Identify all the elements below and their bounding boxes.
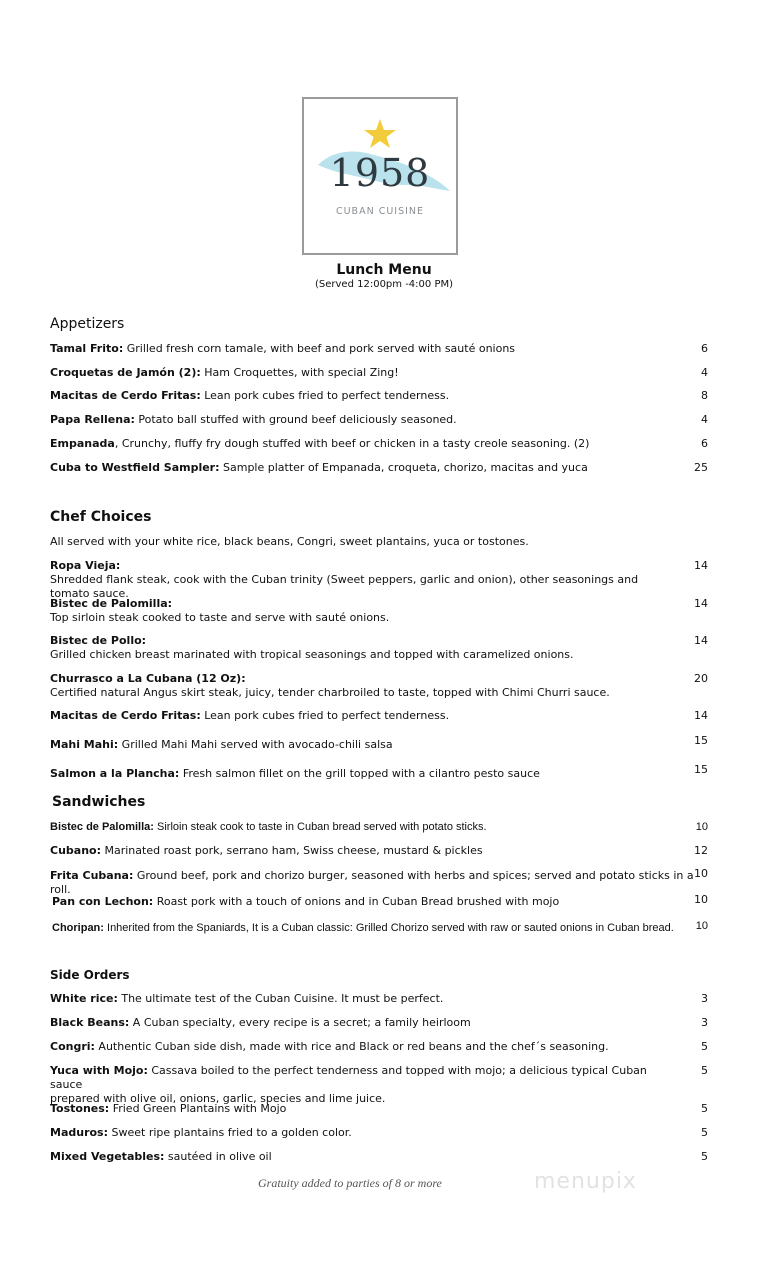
menu-item <box>50 992 708 1006</box>
item-price: 5 <box>701 1150 708 1163</box>
menu-item <box>50 1016 708 1030</box>
item-price: 10 <box>694 867 708 880</box>
menu-item <box>50 1126 708 1140</box>
item-name: Mixed Vegetables: <box>50 1150 165 1163</box>
menu-item <box>50 844 708 858</box>
item-name: Macitas de Cerdo Fritas: <box>50 389 201 402</box>
item-desc: sautéed in olive oil <box>164 1150 272 1163</box>
item-desc: Lean pork cubes fried to perfect tenderness. <box>200 709 450 722</box>
item-price: 15 <box>694 734 708 747</box>
item-desc-2: prepared with olive oil, onions, garlic, species and lime juice. <box>50 1092 386 1105</box>
menu-item <box>50 634 708 662</box>
item-desc: Top sirloin steak cooked to taste and serve with sauté onions. <box>50 611 390 624</box>
item-price: 14 <box>694 559 708 572</box>
item-price: 12 <box>694 844 708 857</box>
item-price: 4 <box>701 413 708 426</box>
item-desc: Fried Green Plantains with Mojo <box>109 1102 287 1115</box>
item-desc: Potato ball stuffed with ground beef deliciously seasoned. <box>134 413 457 426</box>
item-name: Cuba to Westfield Sampler: <box>50 461 220 474</box>
menu-item <box>52 921 708 935</box>
item-desc: Inherited from the Spaniards, It is a Cuban classic: Grilled Chorizo served with raw or sauted onions in Cuban bread. <box>103 922 674 934</box>
item-name: Cubano: <box>50 844 101 857</box>
item-name: Congri: <box>50 1040 95 1053</box>
logo-subtitle: CUBAN CUISINE <box>335 206 425 217</box>
menu-item <box>50 672 708 700</box>
item-price: 10 <box>695 920 708 932</box>
logo-year: 1958 <box>329 151 431 195</box>
menu-item <box>50 559 708 601</box>
section-sandwiches: Sandwiches <box>52 794 146 810</box>
item-desc: Sirloin steak cook to taste in Cuban bread served with potato sticks. <box>153 821 487 833</box>
menu-item <box>50 413 708 427</box>
menu-item <box>50 1102 708 1116</box>
item-desc: Grilled fresh corn tamale, with beef and pork served with sauté onions <box>123 342 516 355</box>
chef-note: All served with your white rice, black beans, Congri, sweet plantains, yuca or tostones. <box>50 535 529 548</box>
item-price: 15 <box>694 763 708 776</box>
item-name: Salmon a la Plancha: <box>50 767 180 780</box>
item-name: Papa Rellena: <box>50 413 135 426</box>
item-price: 10 <box>694 893 708 906</box>
item-desc: Ham Croquettes, with special Zing! <box>200 366 399 379</box>
item-desc: Roast pork with a touch of onions and in Cuban Bread brushed with mojo <box>153 895 560 908</box>
menu-item <box>50 869 708 897</box>
item-name: Frita Cubana: <box>50 869 134 882</box>
item-name: Bistec de Palomilla: <box>50 597 173 610</box>
item-name: Maduros: <box>50 1126 109 1139</box>
item-desc: Sample platter of Empanada, croqueta, chorizo, macitas and yuca <box>219 461 588 474</box>
section-chef-choices: Chef Choices <box>50 509 152 525</box>
menu-item <box>52 895 708 909</box>
item-name: Bistec de Pollo: <box>50 634 147 647</box>
menu-item <box>50 734 708 752</box>
menu-item <box>50 1064 708 1106</box>
item-desc: A Cuban specialty, every recipe is a secret; a family heirloom <box>129 1016 471 1029</box>
item-name: Pan con Lechon: <box>52 895 154 908</box>
menu-item <box>50 461 708 475</box>
item-price: 14 <box>694 709 708 722</box>
menu-item <box>50 366 708 380</box>
item-desc: Certified natural Angus skirt steak, juicy, tender charbroiled to taste, topped with Chimi Churri sauce. <box>50 686 610 699</box>
item-name: Mahi Mahi: <box>50 738 119 751</box>
item-price: 3 <box>701 1016 708 1029</box>
item-price: 5 <box>701 1102 708 1115</box>
section-side-orders: Side Orders <box>50 968 130 982</box>
menu-title: Lunch Menu <box>336 262 432 278</box>
item-line <box>50 1064 708 1092</box>
item-price: 8 <box>701 389 708 402</box>
item-name: Croquetas de Jamón (2): <box>50 366 201 379</box>
item-desc: The ultimate test of the Cuban Cuisine. It must be perfect. <box>117 992 444 1005</box>
item-price: 5 <box>701 1064 708 1077</box>
item-desc: Authentic Cuban side dish, made with rice and Black or red beans and the chef´s seasoning. <box>94 1040 609 1053</box>
item-price: 5 <box>701 1126 708 1139</box>
item-name: Churrasco a La Cubana (12 Oz): <box>50 672 246 685</box>
section-appetizers: Appetizers <box>50 316 125 332</box>
item-name: Yuca with Mojo: <box>50 1064 148 1077</box>
menu-item <box>50 342 708 356</box>
item-desc: Lean pork cubes fried to perfect tenderness. <box>200 389 450 402</box>
item-name: Macitas de Cerdo Fritas: <box>50 709 201 722</box>
item-price: 14 <box>694 597 708 610</box>
item-name: Tostones: <box>50 1102 110 1115</box>
menu-item <box>50 597 708 625</box>
menu-item <box>50 820 708 834</box>
item-price: 4 <box>701 366 708 379</box>
item-name: White rice: <box>50 992 118 1005</box>
menu-item <box>50 709 708 723</box>
item-price: 25 <box>694 461 708 474</box>
item-desc: Ground beef, pork and chorizo burger, seasoned with herbs and spices; served and potato sticks in a roll. <box>50 869 694 896</box>
item-price: 20 <box>694 672 708 685</box>
item-desc: Grilled chicken breast marinated with tropical seasonings and topped with caramelized onions. <box>50 648 574 661</box>
item-price: 6 <box>701 342 708 355</box>
item-desc: Marinated roast pork, serrano ham, Swiss cheese, mustard & pickles <box>101 844 483 857</box>
menu-item <box>50 763 708 781</box>
item-name: Choripan: <box>52 922 104 934</box>
watermark: menupix <box>534 1169 637 1194</box>
item-desc: Fresh salmon fillet on the grill topped with a cilantro pesto sauce <box>179 767 540 780</box>
menu-item <box>50 437 708 451</box>
item-price: 10 <box>695 821 708 833</box>
item-name: Empanada <box>50 437 115 450</box>
item-desc: Shredded flank steak, cook with the Cuban trinity (Sweet peppers, garlic and onion), other seasonings and tomato sauce. <box>50 573 639 600</box>
item-price: 6 <box>701 437 708 450</box>
item-name: Tamal Frito: <box>50 342 124 355</box>
menu-item <box>50 1150 708 1164</box>
item-name: Bistec de Palomilla: <box>50 821 154 833</box>
gratuity-note: Gratuity added to parties of 8 or more <box>258 1176 442 1190</box>
item-desc: Grilled Mahi Mahi served with avocado-chili salsa <box>118 738 393 751</box>
item-price: 14 <box>694 634 708 647</box>
star-icon <box>364 119 396 148</box>
menu-hours: (Served 12:00pm -4:00 PM) <box>315 279 453 290</box>
menu-item <box>50 389 708 403</box>
menu-item <box>50 1040 708 1054</box>
restaurant-logo <box>302 97 458 255</box>
item-desc: Cassava boiled to the perfect tenderness and topped with mojo; a delicious typical Cuban sauce <box>50 1064 647 1091</box>
item-price: 5 <box>701 1040 708 1053</box>
item-name: Ropa Vieja: <box>50 559 121 572</box>
item-desc: , Crunchy, fluffy fry dough stuffed with beef or chicken in a tasty creole seasoning. (2) <box>114 437 590 450</box>
item-price: 3 <box>701 992 708 1005</box>
item-desc: Sweet ripe plantains fried to a golden color. <box>108 1126 352 1139</box>
item-name: Black Beans: <box>50 1016 130 1029</box>
